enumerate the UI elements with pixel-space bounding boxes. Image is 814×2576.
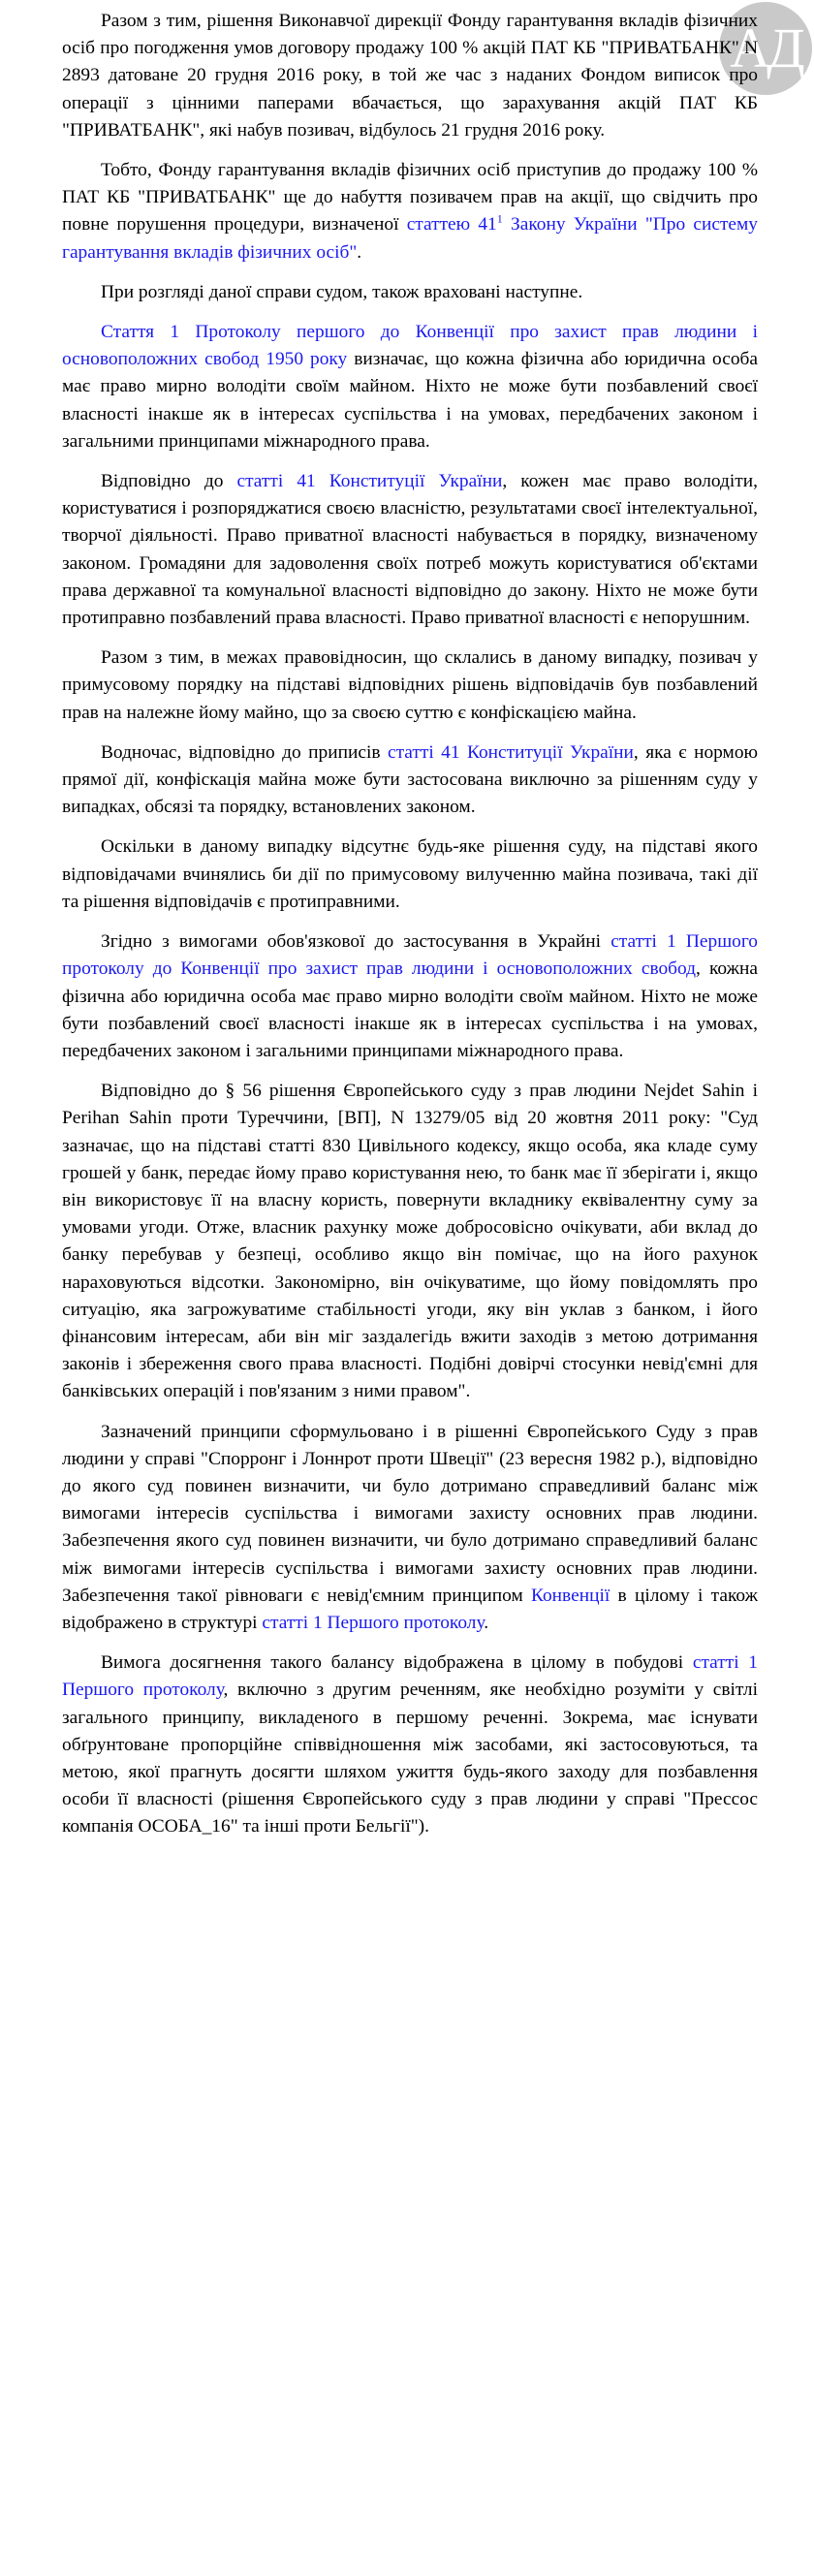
- paragraph: [62, 8, 758, 144]
- paragraph-text: Відповідно до § 56 рішення Європейського суду з прав людини Nejdet Sahin і Perihan Sahin проти Туреччини, [ВП], N 13279/05 від 20 жовтня 2011 року: "Суд зазначає, що на підставі статті 830 Цивільного кодексу, якщо особа, яка кладе суму грошей у банк, передає йому право користування нею, то банк має її зберігати і, якщо він використовує її на власну користь, повернути вкладнику еквівалентну суму за умовами угоди. Отже, власник рахунку може добросовісно очікувати, аби вклад до банку перебував у безпеці, особливо якщо він помічає, що на його рахунок нараховуються відсотки. Закономірно, він очікуватиме, що йому повідомлять про ситуацію, яка загрожуватиме стабільності угоди, яку він уклав з банком, і його фінансовим інтересам, аби він міг заздалегідь вжити заходів з метою дотримання законів і збереження свого права власності. Подібні довірчі стосунки невід'ємні для банківських операцій і пов'язаним з ними правом".: [62, 1081, 758, 1402]
- paragraph: [62, 319, 758, 456]
- paragraph-text: , кожна фізична або юридична особа має право мирно володіти своїм майном. Ніхто не може бути позбавлений своєї власності інакше як в інтересах суспільства і на умовах, передбачених законом і загальними принципами міжнародного права.: [62, 958, 758, 1061]
- legal-reference-link[interactable]: статті 41 Конституції України: [236, 471, 503, 492]
- paragraph-text: .: [484, 1612, 489, 1633]
- paragraph: [62, 1078, 758, 1405]
- legal-reference-link[interactable]: статті 1 Першого протоколу: [62, 1652, 758, 1701]
- paragraph-text: в цілому і також відображено в структурі: [62, 1585, 758, 1633]
- legal-reference-link[interactable]: Конвенції: [531, 1585, 610, 1606]
- paragraph-text: .: [357, 241, 362, 263]
- paragraph: [62, 928, 758, 1065]
- legal-reference-link[interactable]: статті 1 Першого протоколу: [262, 1612, 485, 1633]
- paragraph-text: , кожен має право володіти, користуватися і розпоряджатися своєю власністю, результатами своєї інтелектуальної, творчої діяльності. Право приватної власності набувається в порядку, визначеному законом. Громадяни для задоволення своїх потреб можуть користуватися об'єктами права державної та комунальної власності відповідно до закону. Ніхто не може бути протиправно позбавлений права власності. Право приватної власності є непорушним.: [62, 471, 759, 629]
- paragraph: [62, 644, 758, 727]
- paragraph: [62, 279, 758, 306]
- paragraph: [62, 1649, 758, 1840]
- paragraph: [62, 157, 758, 267]
- paragraph-text: , включно з другим реченням, яке необхідно розуміти у світлі загального принципу, викладеного в першому реченні. Зокрема, має існувати обґрунтоване пропорційне співвідношення між засобами, які застосовуються, та метою, якої прагнуть досягти шляхом ужиття будь-якого заходу для позбавлення особи її власності (рішення Європейського суду з прав людини у справі "Прессос компанія ОСОБА_16" та інші проти Бельгії").: [62, 1680, 758, 1838]
- paragraph-text: визначає, що кожна фізична або юридична особа має право мирно володіти своїм майном. Ніхто не може бути позбавлений своєї власності інакше як в інтересах суспільства і на умовах, передбачених законом і загальними принципами міжнародного права.: [62, 349, 758, 452]
- legal-reference-link[interactable]: статті 41 Конституції України: [387, 741, 634, 763]
- paragraph-text: Тобто, Фонду гарантування вкладів фізичних осіб приступив до продажу 100 % ПАТ КБ "ПРИВАТБАНК" ще до набуття позивачем прав на акції, що свідчить про повне порушення процедури, визначеної: [62, 160, 758, 236]
- paragraph: [62, 468, 758, 632]
- paragraph-text: Разом з тим, в межах правовідносин, що склались в даному випадку, позивач у примусовому порядку на підставі відповідних рішень відповідачів був позбавлений прав на належне йому майно, що за своєю суттю є конфіскацією майна.: [62, 647, 758, 723]
- paragraph: [62, 1419, 758, 1638]
- legal-reference-superscript[interactable]: 1: [496, 211, 503, 226]
- paragraph-text: При розгляді даної справи судом, також враховані наступне.: [101, 281, 583, 302]
- paragraph: [62, 833, 758, 916]
- legal-reference-link[interactable]: статті 1 Першого протоколу до Конвенції про захист прав людини і основоположних свобод: [62, 931, 758, 980]
- paragraph-text: , яка є нормою прямої дії, конфіскація майна може бути застосована виключно за рішенням суду у випадках, обсязі та порядку, встановлених законом.: [62, 741, 759, 818]
- paragraph-text: Разом з тим, рішення Виконавчої дирекції Фонду гарантування вкладів фізичних осіб про погодження умов договору продажу 100 % акцій ПАТ КБ "ПРИВАТБАНК" N 2893 датоване 20 грудня 2016 року, в той же час з наданих Фондом виписок про операції з цінними паперами вбачається, що зарахування акцій ПАТ КБ "ПРИВАТБАНК", які набув позивач, відбулось 21 грудня 2016 року.: [62, 11, 758, 141]
- legal-reference-link[interactable]: Закону України "Про систему гарантування вкладів фізичних осіб": [62, 214, 759, 263]
- paragraph-text: Оскільки в даному випадку відсутнє будь-яке рішення суду, на підставі якого відповідачами вчинялись би дії по примусовому вилученню майна позивача, такі дії та рішення відповідачів є протиправними.: [62, 836, 758, 912]
- legal-reference-link[interactable]: Стаття 1 Протоколу першого до Конвенції про захист прав людини і основоположних свобод 1950 року: [62, 322, 758, 370]
- paragraph-text: Згідно з вимогами обов'язкової до застосування в Украйні: [101, 931, 611, 953]
- paragraph-text: Зазначений принципи сформульовано і в рішенні Європейського Суду з прав людини у справі "Спорронг і Лоннрот проти Швеції" (23 вересня 1982 р.), відповідно до якого суд повинен визначити, чи було дотримано справедливий баланс між вимогами інтересів суспільства і вимогами захисту основних прав людини. Забезпечення якого суд повинен визначити, чи було дотримано справедливий баланс між вимогами інтересів суспільства і вимогами захисту основних прав людини. Забезпечення такої рівноваги є невід'ємним принципом: [62, 1421, 758, 1606]
- paragraph-text: Відповідно до: [101, 471, 237, 492]
- paragraph-text: Водночас, відповідно до приписів: [101, 741, 388, 763]
- watermark-logo: АД: [719, 2, 812, 95]
- paragraph-text: Вимога досягнення такого балансу відображена в цілому в побудові: [101, 1652, 693, 1674]
- paragraph: [62, 739, 758, 822]
- legal-reference-link[interactable]: статтею 41: [406, 214, 497, 236]
